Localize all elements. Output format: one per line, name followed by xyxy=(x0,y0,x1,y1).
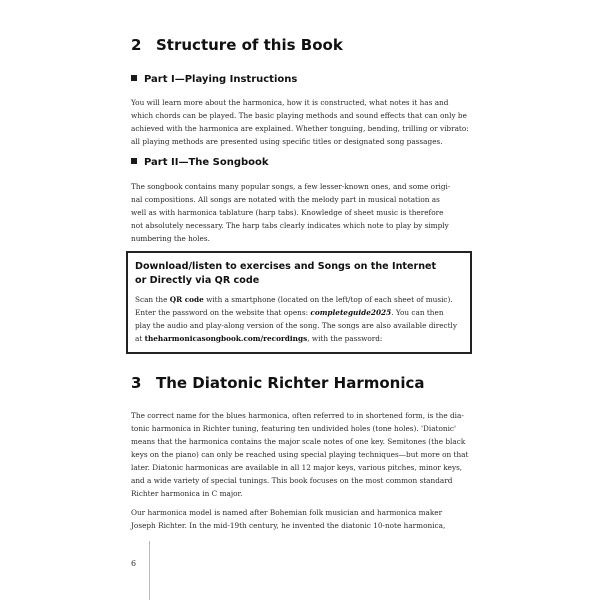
download-box-title xyxy=(135,260,463,288)
section-2-title: Structure of this Book xyxy=(156,36,343,54)
square-bullet-icon xyxy=(131,158,137,164)
text-line: keys on the piano) can only be reached using special playing techniques—but more on that xyxy=(131,450,469,459)
text-line: all playing methods are presented using specific titles or designated song passages. xyxy=(131,137,443,146)
text-line: Joseph Richter. In the mid-19th century, he invented the diatonic 10-note harmonica, xyxy=(131,521,446,530)
text-line: play the audio and play-along version of the song. The songs are also available directly xyxy=(135,321,457,330)
part-2-heading xyxy=(131,157,269,168)
scan-text: Scan the xyxy=(135,295,170,304)
section-2-number: 2 xyxy=(131,36,142,54)
part-2-title: Part II—The Songbook xyxy=(144,157,269,168)
download-box-body xyxy=(135,293,463,345)
text-line: which chords can be played. The basic playing methods and sound effects that can only be xyxy=(131,111,467,120)
text-line xyxy=(135,306,463,319)
text-line: later. Diatonic harmonicas are available in all 12 major keys, various pitches, minor keys, xyxy=(131,463,463,472)
download-info-box xyxy=(126,251,472,354)
part-1-paragraph xyxy=(131,96,475,148)
section-3-number: 3 xyxy=(131,374,142,392)
part-1-title: Part I—Playing Instructions xyxy=(144,74,298,85)
text-line: and a wide variety of special tunings. This book focuses on the most common standard xyxy=(131,476,453,485)
password-outro: . You can then xyxy=(391,308,444,317)
text-line: The correct name for the blues harmonica, often referred to in shortened form, is the dia- xyxy=(131,411,464,420)
text-line: Richter harmonica in C major. xyxy=(131,489,243,498)
qr-code-label: QR code xyxy=(169,295,204,304)
text-line: means that the harmonica contains the major scale notes of one key. Semitones (the black xyxy=(131,437,466,446)
part-2-paragraph xyxy=(131,180,475,245)
url-intro: at xyxy=(135,334,145,343)
text-line: Our harmonica model is named after Bohemian folk musician and harmonica maker xyxy=(131,508,443,517)
square-bullet-icon xyxy=(131,75,137,81)
section-3-heading xyxy=(131,374,425,392)
download-box-title-line: or Directly via QR code xyxy=(135,275,260,286)
text-line: achieved with the harmonica are explained. Whether tonguing, bending, trilling or vibrato: xyxy=(131,124,469,133)
password-value: completeguide2025 xyxy=(310,308,392,317)
text-line xyxy=(135,293,463,306)
text-line: The songbook contains many popular songs, a few lesser-known ones, and some origi- xyxy=(131,182,451,191)
text-line: You will learn more about the harmonica, how it is constructed, what notes it has and xyxy=(131,98,449,107)
download-box-title-line: Download/listen to exercises and Songs on the Internet xyxy=(135,261,437,272)
section-3-paragraph-1 xyxy=(131,409,475,500)
section-3-paragraph-2 xyxy=(131,506,475,532)
page-fold-line xyxy=(149,541,150,600)
section-2-heading xyxy=(131,36,343,54)
password-intro: Enter the password on the website that opens: xyxy=(135,308,311,317)
text-line: well as with harmonica tablature (harp tabs). Knowledge of sheet music is therefore xyxy=(131,208,444,217)
section-3-title: The Diatonic Richter Harmonica xyxy=(156,374,425,392)
text-line xyxy=(135,332,463,345)
scan-text-rest: with a smartphone (located on the left/top of each sheet of music). xyxy=(203,295,453,304)
text-line: not absolutely necessary. The harp tabs clearly indicates which note to play by simply xyxy=(131,221,449,230)
text-line: tonic harmonica in Richter tuning, featuring ten undivided holes (tone holes). 'Diatonic' xyxy=(131,424,457,433)
text-line: numbering the holes. xyxy=(131,234,210,243)
url-outro: , with the password: xyxy=(307,334,383,343)
text-line: nal compositions. All songs are notated with the melody part in musical notation as xyxy=(131,195,440,204)
page-number: 6 xyxy=(131,559,137,568)
recordings-url: theharmonicasongbook.com/recordings xyxy=(144,334,308,343)
part-1-heading xyxy=(131,74,297,85)
